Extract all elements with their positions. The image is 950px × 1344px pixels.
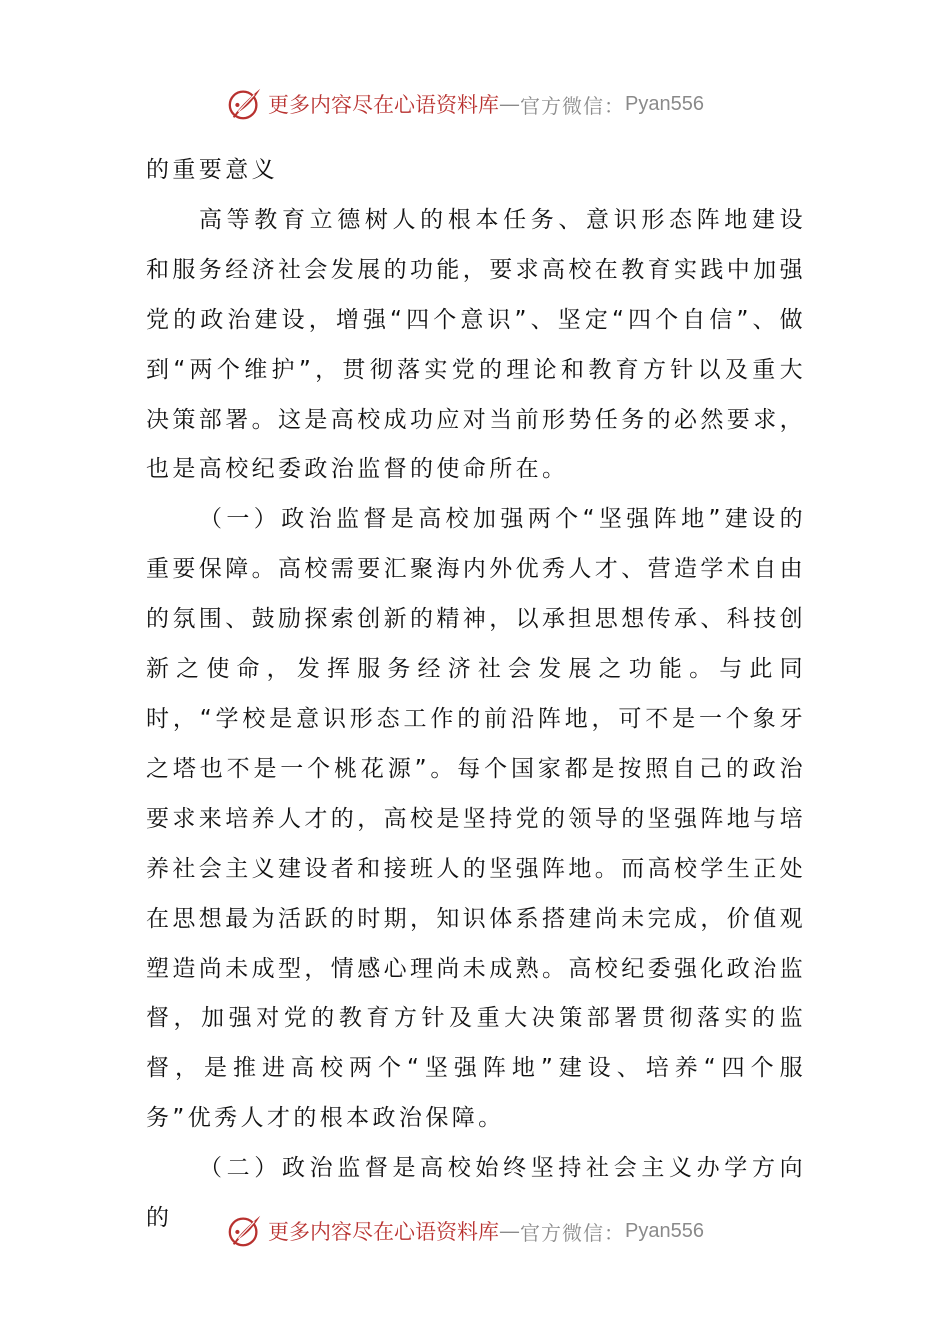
paragraph: 高等教育立德树人的根本任务、意识形态阵地建设和服务经济社会发展的功能，要求高校在教育实践中加强党的政治建设，增强“四个意识”、坚定“四个自信”、做到“两个维护”，贯彻落实党的理论和教育方针以及重大决策部署。这是高校成功应对当前形势任务的必然要求，也是高校纪委政治监督的使命所在。 [146,206,806,483]
quill-pen-circle-logo-icon [226,85,264,123]
banner-dash: — [499,1219,520,1243]
promo-text: 更多内容尽在心语资料库 [268,1220,499,1244]
wechat-id: Pyan556 [625,92,704,115]
paragraph-section-1: （一）政治监督是高校加强两个“坚强阵地”建设的重要保障。高校需要汇聚海内外优秀人才、营造学术自由的氛围、鼓励探索创新的精神，以承担思想传承、科技创新之使命，发挥服务经济社会发展之功能。与此同时，“学校是意识形态工作的前沿阵地，可不是一个象牙之塔也不是一个桃花源”。每个国家都是按照自己的政治要求来培养人才的，高校是坚持党的领导的坚强阵地与培养社会主义建设者和接班人的坚强阵地。而高校学生正处在思想最为活跃的时期，知识体系搭建尚未完成，价值观塑造尚未成型，情感心理尚未成熟。高校纪委强化政治监督，加强对党的教育方针及重大决策部署贯彻落实的监督，是推进高校两个“坚强阵地”建设、培养“四个服务”优秀人才的根本政治保障。 [146,506,806,1132]
banner-dash: — [499,92,520,116]
wechat-label: 官方微信： [520,1220,625,1245]
header-watermark-banner [226,84,746,124]
wechat-id: Pyan556 [625,1219,704,1242]
promo-text: 更多内容尽在心语资料库 [268,93,499,117]
quill-pen-circle-logo-icon [226,1212,264,1250]
paragraph-section-2: （二）政治监督是高校始终坚持社会主义办学方向的 [146,1155,806,1232]
paragraph-continuation: 的重要意义 [146,157,278,183]
body-text [146,146,806,1244]
footer-watermark-banner [226,1211,746,1251]
wechat-label: 官方微信： [520,93,625,118]
